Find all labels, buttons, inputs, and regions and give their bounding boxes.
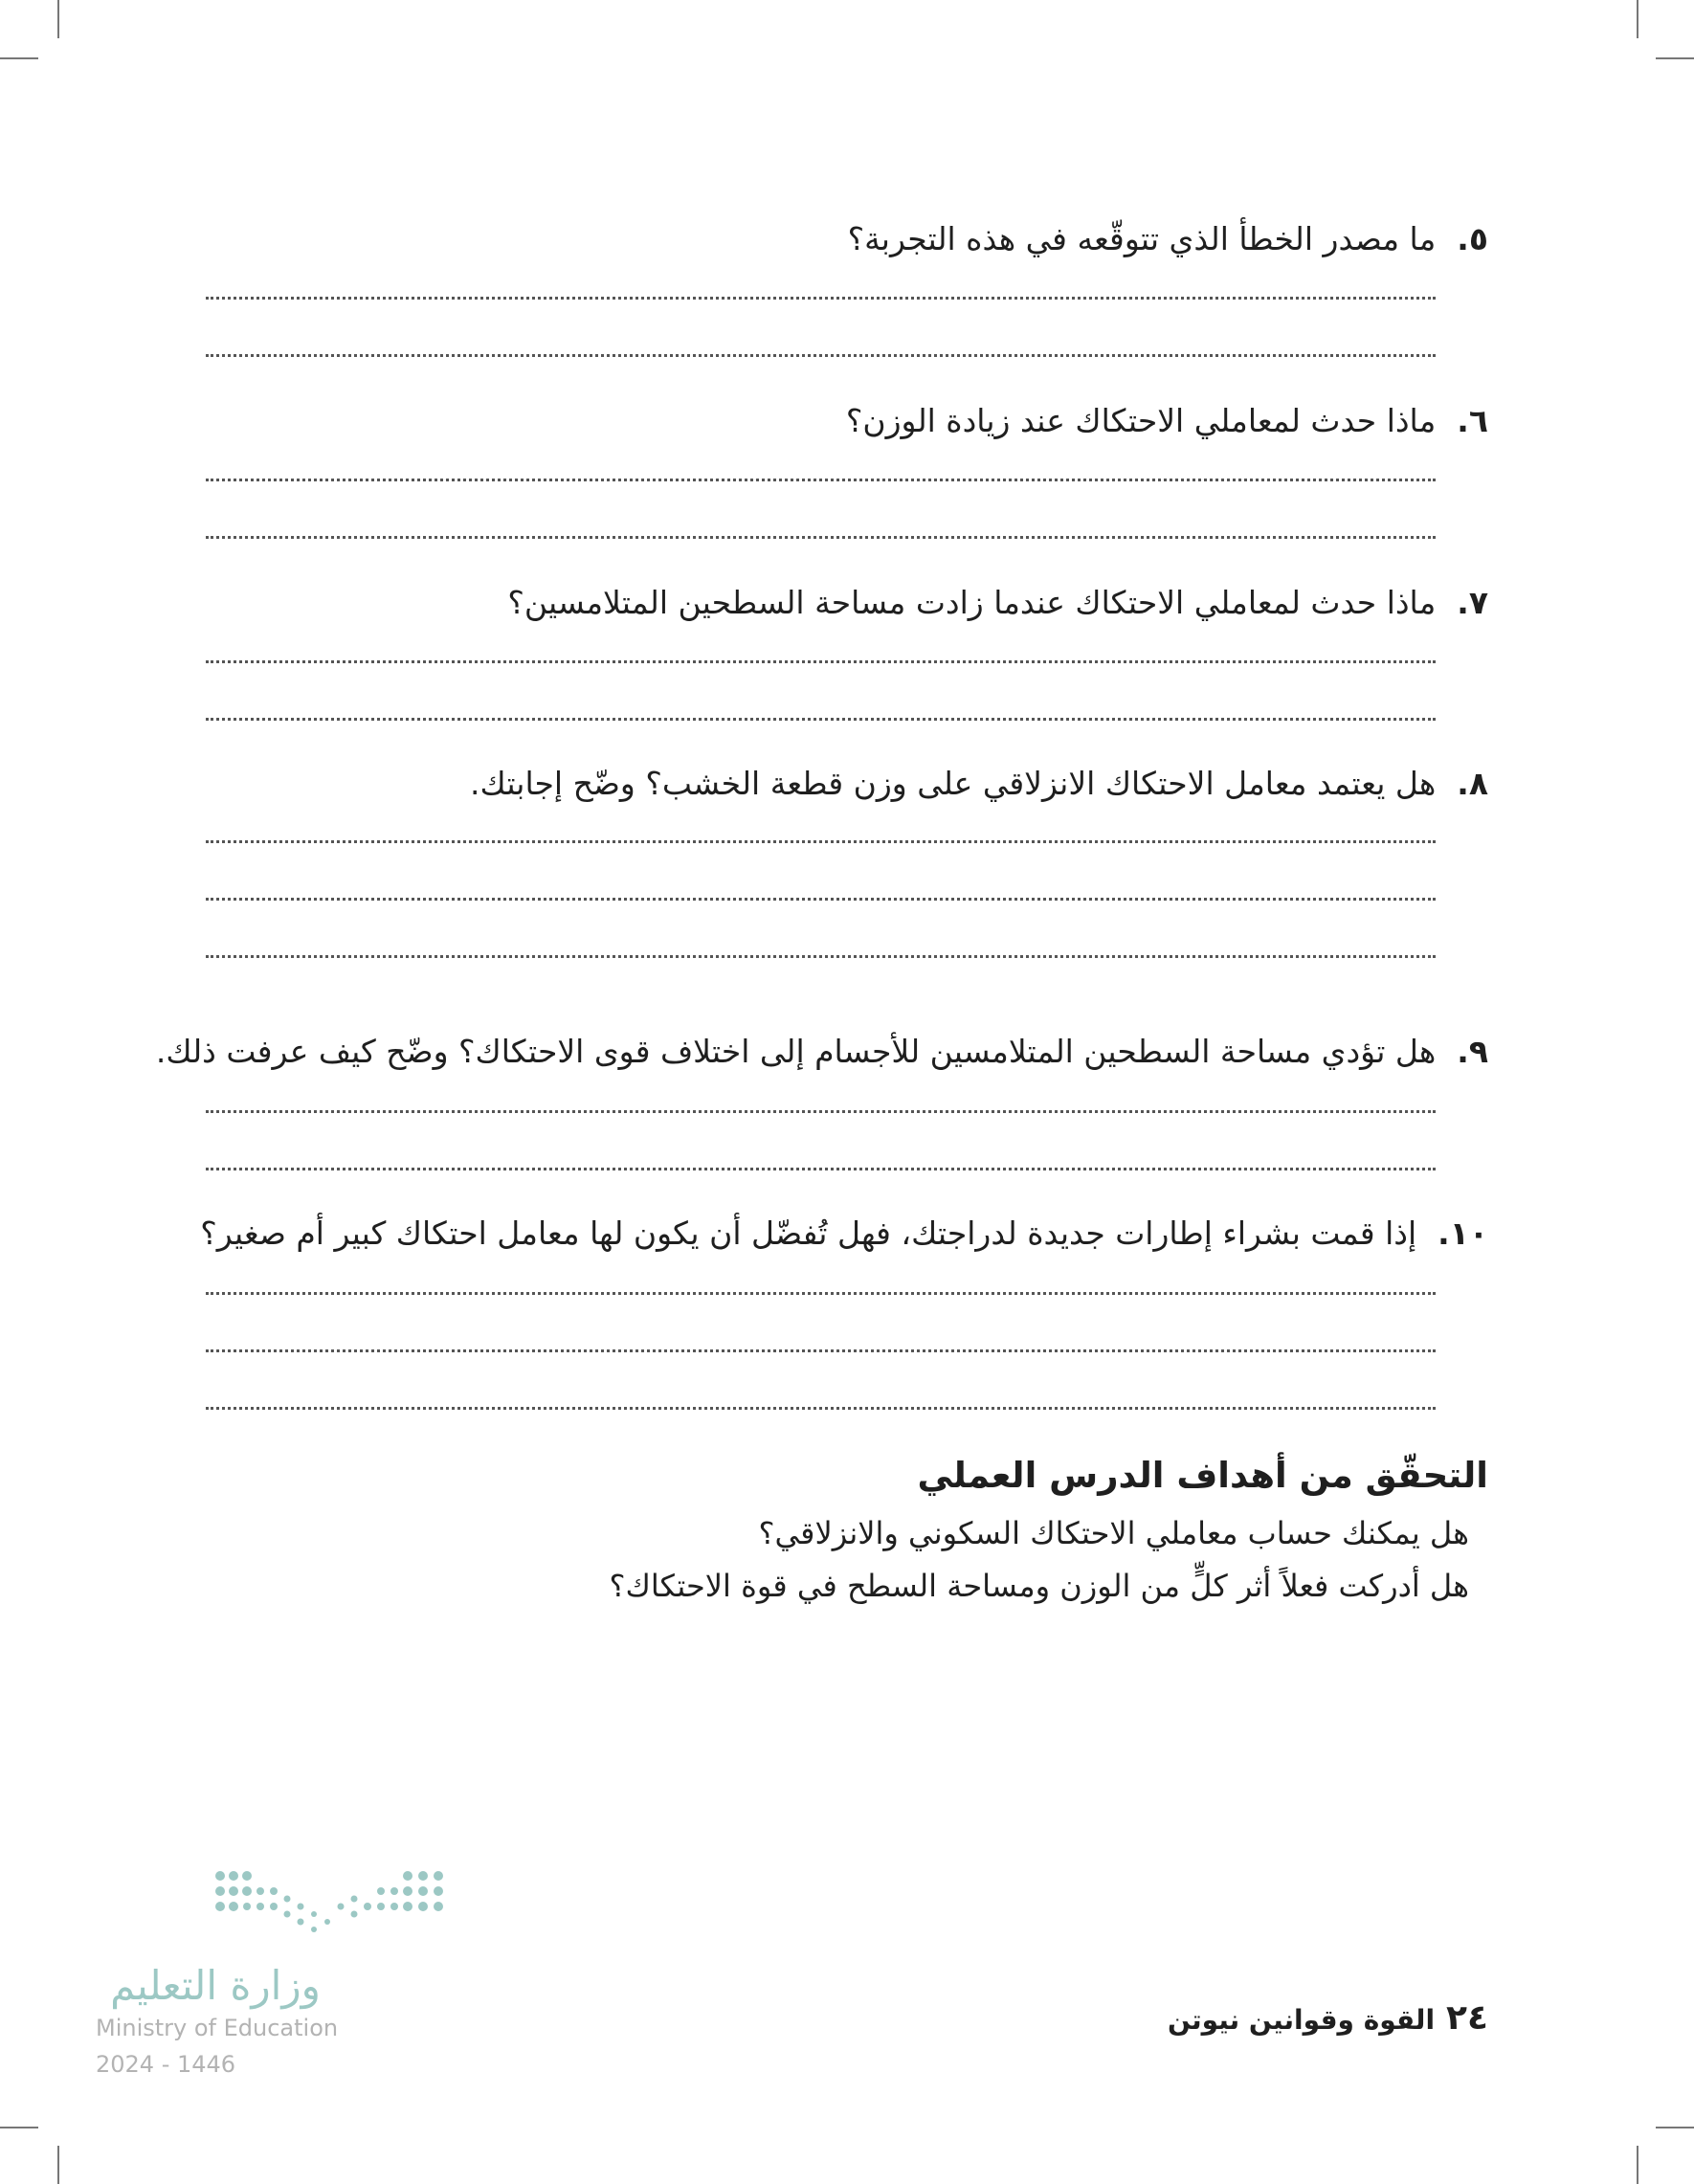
- check-item: هل يمكنك حساب معاملي الاحتكاك السكوني والانزلاقي؟: [758, 1515, 1469, 1551]
- question-10: [200, 1213, 1488, 1255]
- crop-mark: [57, 2146, 59, 2184]
- question-number: ٨.: [1457, 765, 1488, 802]
- ministry-name-english: Ministry of Education: [96, 2015, 339, 2041]
- answer-line[interactable]: [206, 297, 1436, 300]
- question-8: [206, 763, 1488, 805]
- answer-line[interactable]: [206, 955, 1436, 958]
- ministry-name-arabic: وزارة التعليم: [110, 1962, 321, 2009]
- question-text: هل يعتمد معامل الاحتكاك الانزلاقي على وزن قطعة الخشب؟ وضّح إجابتك.: [470, 765, 1437, 802]
- answer-line[interactable]: [206, 840, 1436, 843]
- ministry-logo-dots: [211, 1866, 450, 1948]
- answer-line[interactable]: [206, 1407, 1436, 1410]
- crop-mark: [1637, 2146, 1638, 2184]
- crop-mark: [1656, 57, 1694, 59]
- answer-line[interactable]: [206, 1110, 1436, 1113]
- crop-mark: [0, 2127, 38, 2128]
- answer-line[interactable]: [206, 536, 1436, 539]
- chapter-title: القوة وقوانين نيوتن: [1167, 2004, 1436, 2036]
- answer-line[interactable]: [206, 1349, 1436, 1352]
- crop-mark: [1656, 2127, 1694, 2128]
- edition-year: 2024 - 1446: [96, 2051, 236, 2078]
- crop-mark: [1637, 0, 1638, 38]
- question-text: هل تؤدي مساحة السطحين المتلامسين للأجسام إلى اختلاف قوى الاحتكاك؟ وضّح كيف عرفت ذلك.: [155, 1033, 1437, 1070]
- question-9: [155, 1031, 1488, 1073]
- section-title: التحقّق من أهداف الدرس العملي: [917, 1455, 1488, 1496]
- answer-line[interactable]: [206, 479, 1436, 481]
- crop-mark: [0, 57, 38, 59]
- question-6: [206, 400, 1488, 442]
- check-item: هل أدركت فعلاً أثر كلٍّ من الوزن ومساحة السطح في قوة الاحتكاك؟: [609, 1568, 1469, 1604]
- answer-line[interactable]: [206, 718, 1436, 721]
- page-number: ٢٤: [1446, 1998, 1488, 2038]
- question-5: [206, 218, 1488, 260]
- answer-line[interactable]: [206, 660, 1436, 663]
- answer-line[interactable]: [206, 1292, 1436, 1295]
- answer-line[interactable]: [206, 1168, 1436, 1170]
- crop-mark: [57, 0, 59, 38]
- question-number: ١٠.: [1438, 1215, 1488, 1252]
- question-number: ٧.: [1457, 584, 1488, 621]
- page-footer: [1168, 1998, 1488, 2038]
- question-number: ٩.: [1457, 1033, 1488, 1070]
- question-number: ٦.: [1457, 402, 1488, 439]
- question-7: [206, 582, 1488, 624]
- answer-line[interactable]: [206, 898, 1436, 901]
- question-text: إذا قمت بشراء إطارات جديدة لدراجتك، فهل تُفضّل أن يكون لها معامل احتكاك كبير أم صغير؟: [200, 1215, 1417, 1252]
- question-text: ماذا حدث لمعاملي الاحتكاك عندما زادت مساحة السطحين المتلامسين؟: [507, 584, 1437, 621]
- question-text: ما مصدر الخطأ الذي تتوقّعه في هذه التجربة؟: [847, 220, 1437, 257]
- question-text: ماذا حدث لمعاملي الاحتكاك عند زيادة الوزن؟: [845, 402, 1437, 439]
- question-number: ٥.: [1457, 220, 1488, 257]
- answer-line[interactable]: [206, 354, 1436, 357]
